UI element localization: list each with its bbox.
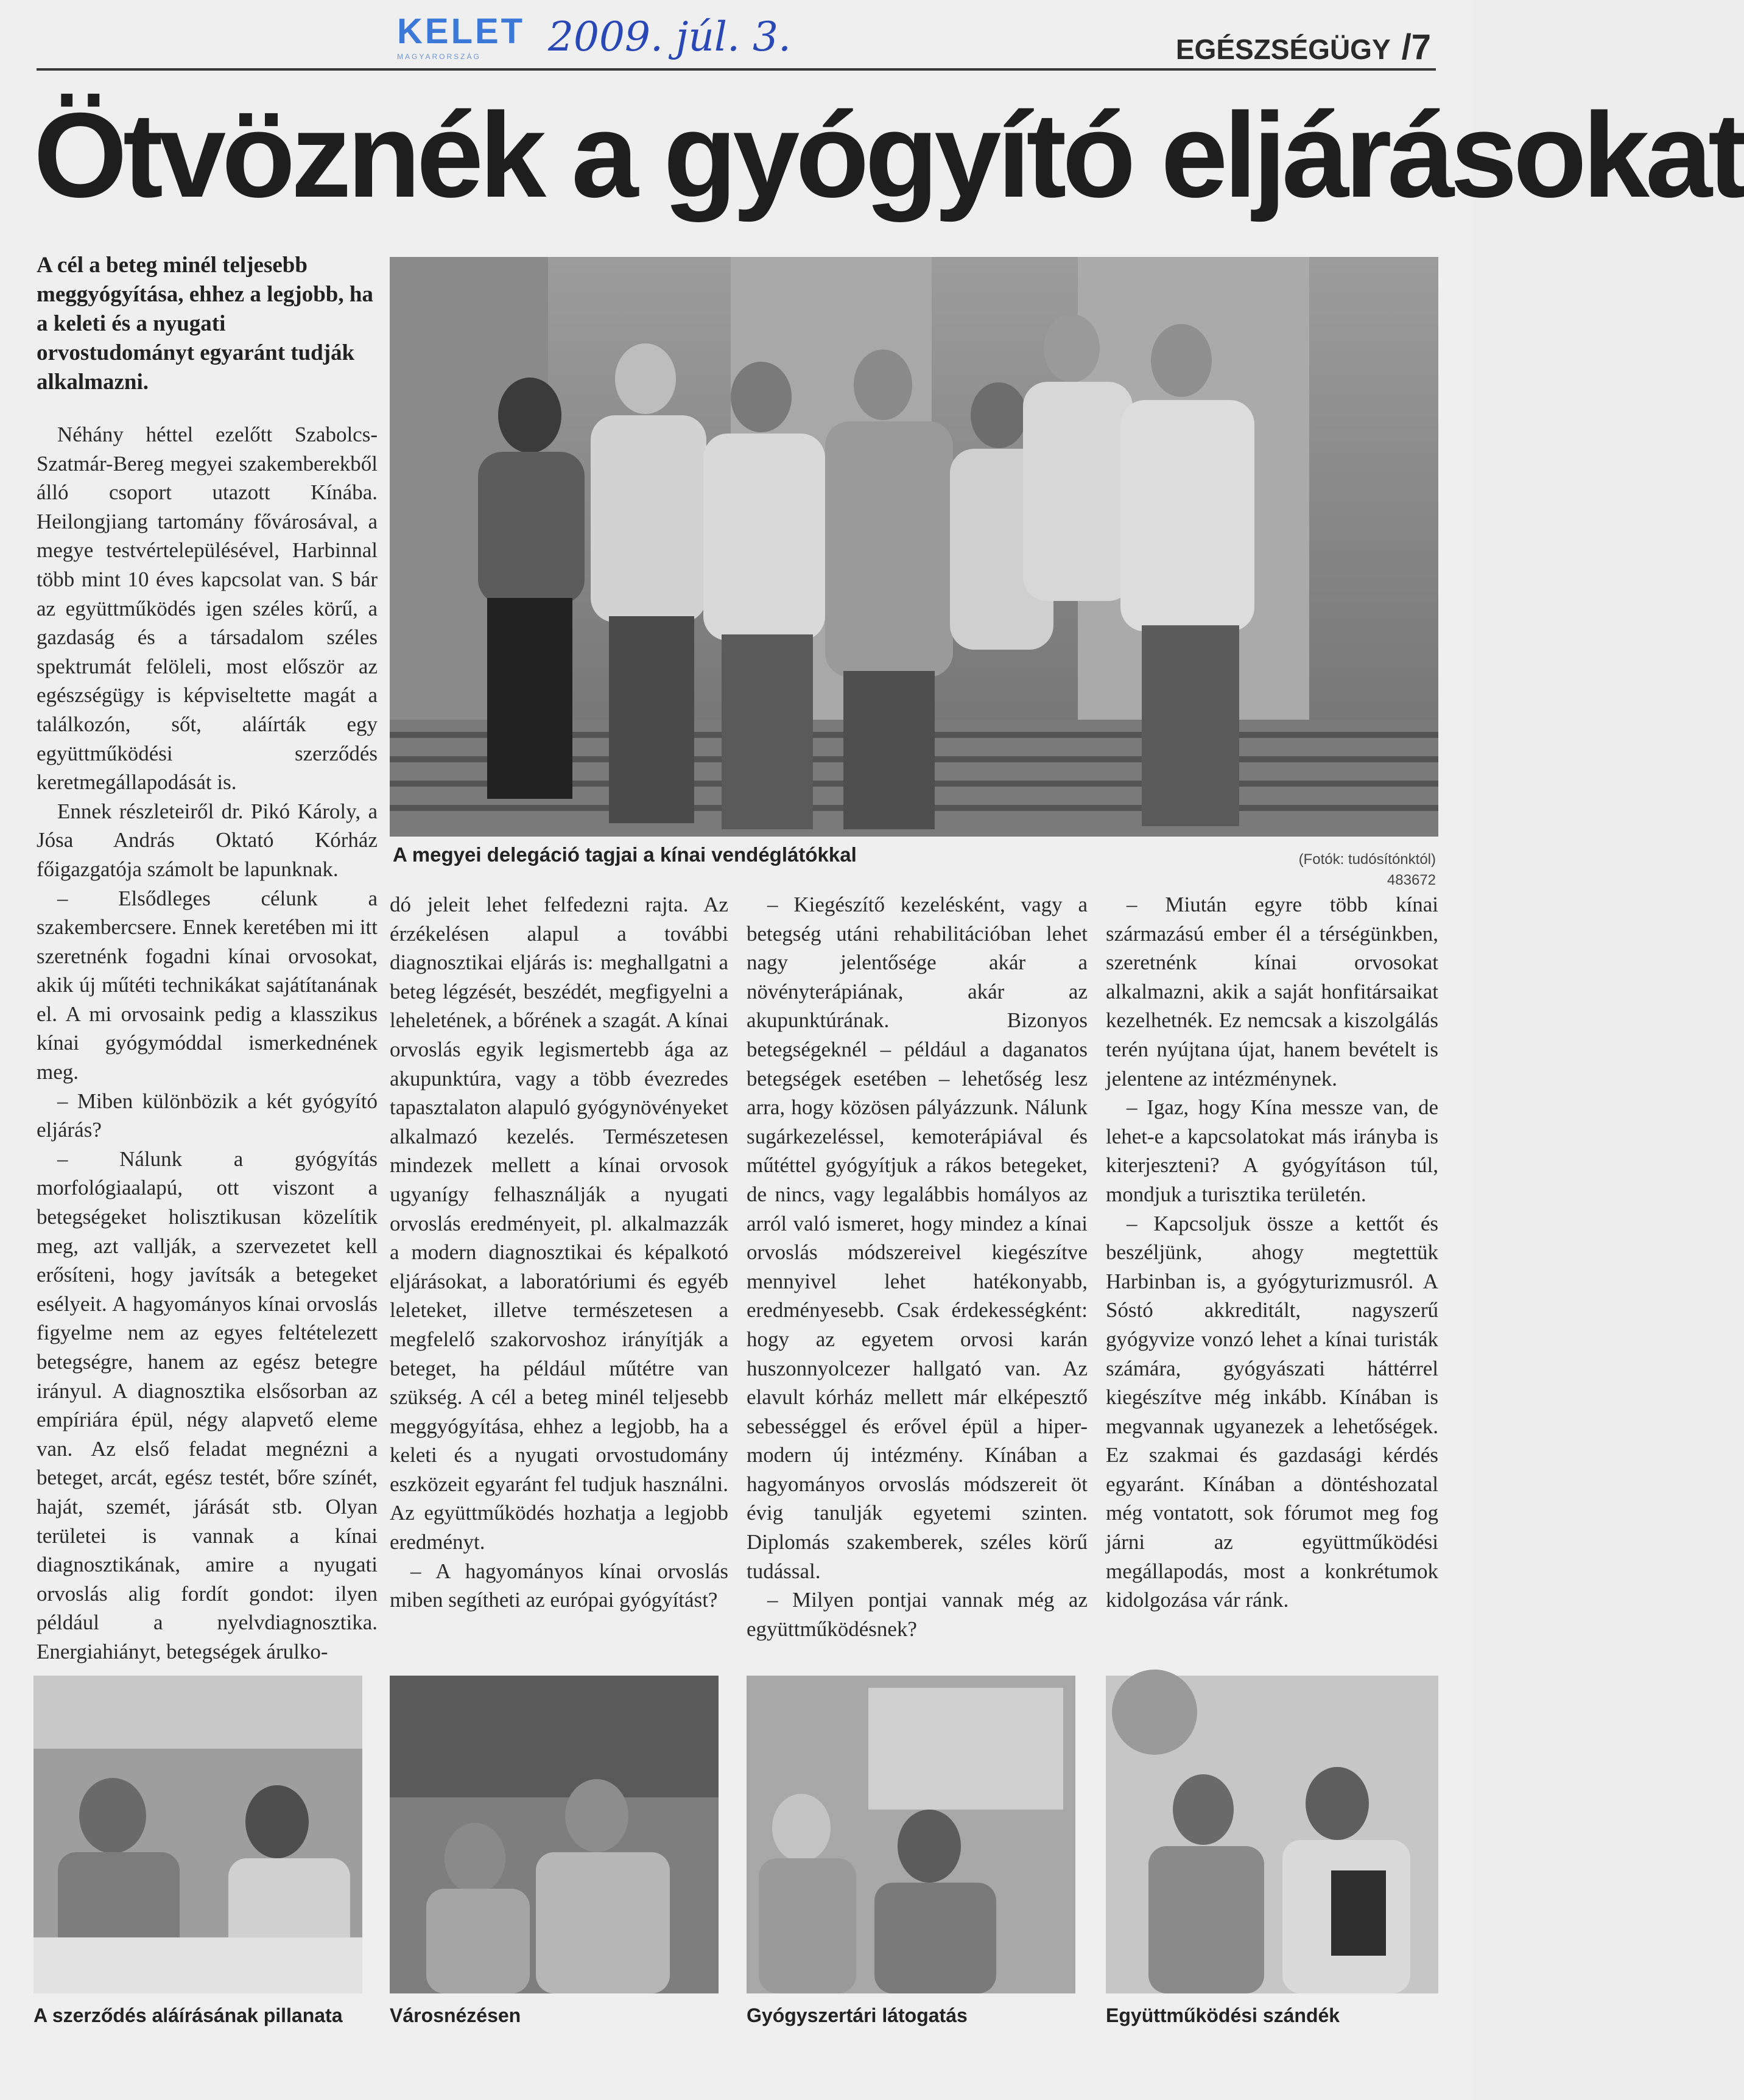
signing-photo-image	[33, 1676, 362, 1993]
article-lead: A cél a beteg minél teljesebb meggyógyítása, ehhez a legjobb, ha a keleti és a nyugati orvostudományt egyaránt tudják alkalmazni.	[37, 253, 373, 395]
paragraph: – Miután egyre több kínai származású ember él a térségünkben, szeretnénk kínai orvosokat alkalmazni, akik a saját honfitársaikat kezelhetnék. Ez nemcsak a kiszolgálás terén nyújtana újat, hanem bevételt is jelentene az intézménynek.	[1106, 893, 1438, 1090]
thumb-photo-cooperation	[1106, 1676, 1438, 1993]
paragraph: – Igaz, hogy Kína messze van, de lehet-e a kapcsolatokat más irányba is kiterjeszteni? A gyógyításon túl, mondjuk a turisztika területén.	[1106, 1095, 1438, 1206]
page-number: /7	[1401, 27, 1431, 67]
thumb-caption-sightseeing: Városnézésen	[390, 2004, 521, 2026]
thumb-caption-signing: A szerződés aláírásának pillanata	[33, 2004, 343, 2026]
newspaper-logo-subtitle: MAGYARORSZÁG	[397, 52, 481, 61]
paragraph: – Kiegészítő kezelésként, vagy a betegség utáni rehabilitációban lehet nagy jelentősége akár a növényterápiának, akár az akupunktúrának. Bizonyos betegségeknél – például a daganatos betegségek esetében – lehetőség lesz arra, hogy közösen pályázzunk. Nálunk sugárkezeléssel, kemoterápiával és műtéttel gyógyítjuk a rákos betegeket, de nincs, vagy legalábbis homályos az arról való ismeret, hogy mindez a kínai orvoslás módszereivel kiegészítve mennyivel lehet hatékonyabb, eredményesebb. Csak érdekességként: hogy az egyetem orvosi karán huszonnyolcezer hallgató van. Az elavult kórház mellett már elképesztő sebességgel és erővel épül a hiper-modern új intézmény. Kínában a hagyományos orvoslás módszereit öt évig tanulják egyetemi szinten. Diplomás szakemberek, széles körű tudással.	[747, 893, 1088, 1583]
article-headline: Ötvöznék a gyógyító eljárásokat	[33, 88, 1744, 222]
thumb-photo-sightseeing	[390, 1676, 719, 1993]
paragraph: Ennek részleteiről dr. Pikó Károly, a Jósa András Oktató Kórház főigazgatója számolt be lapunknak.	[37, 799, 378, 881]
sightseeing-photo-image	[390, 1676, 719, 1993]
thumb-photo-pharmacy	[747, 1676, 1075, 1993]
thumb-caption-pharmacy: Gyógyszertári látogatás	[747, 2004, 968, 2026]
group-photo-image	[390, 257, 1438, 837]
cooperation-photo-image	[1106, 1676, 1438, 1993]
paragraph: – Miben különbözik a két gyógyító eljárás?	[37, 1089, 378, 1142]
paragraph: Néhány héttel ezelőtt Szabolcs-Szatmár-Bereg megyei szakemberekből álló csoport utazott Kínába. Heilongjiang tartomány fővárosával, a megye testvértelepülésével, Harbinnal több mint 10 éves kapcsolat van. S bár az együttműködés igen széles körű, a gazdaság és a társadalom széles spektrumát felöleli, most először az egészségügy is képviseltette magát a találkozón, sőt, aláírták egy együttműködési szerződés keretmegállapodását is.	[37, 423, 378, 795]
thumb-photo-signing	[33, 1676, 362, 1993]
paragraph: – Kapcsoljuk össze a kettőt és beszéljünk, ahogy megtettük Harbinban is, a gyógyturizmusról. A Sóstó akkreditált, nagyszerű gyógyvize vonzó lehet a kínai turisták számára, gyógyászati háttérrel kiegészítve még inkább. Kínában is megvannak ugyanezek a lehetőségek. Ez szakmai és gazdasági kérdés egyaránt. Kínában a döntéshozatal még vontatott, sok fórumot meg fog járni az együttműködési megállapodás, most a konkrétumok kidolgozása vár ránk.	[1106, 1211, 1438, 1612]
article-column-1	[37, 420, 378, 1666]
main-photo-caption: A megyei delegáció tagjai a kínai vendéglátókkal	[393, 843, 857, 866]
header-rule	[37, 68, 1436, 71]
photo-id: 483672	[1387, 872, 1436, 888]
paragraph: – Nálunk a gyógyítás morfológiaalapú, ott viszont a betegségeket holisztikusan közelítik meg, azt vallják, a szervezetet kell erősíteni, hogy javítsák a betegeket esélyeit. A hagyományos kínai orvoslás figyelme nem az egyes feltételezett betegségre, hanem az egész betegre irányul. A diagnosztika elsősorban az empíriára épül, négy alapvető eleme van. Az első feladat megnézni a beteget, arcát, egész testét, bőre színét, haját, szemét, járását stb. Olyan területei is vannak a kínai diagnosztikának, amire a nyugati orvoslás alig fordít gondot: ilyen például a nyelvdiagnosztika. Energiahiányt, betegségek árulko-	[37, 1147, 378, 1663]
article-column-4	[1106, 890, 1438, 1615]
main-photo	[390, 257, 1438, 837]
paragraph: – Elsődleges célunk a szakembercsere. Ennek keretében mi itt szeretnénk fogadni kínai orvosokat, akik új műtéti technikákat sajátítanának el. A mi orvosaink pedig a klasszikus kínai gyógymóddal ismerkednének meg.	[37, 886, 378, 1084]
handwritten-date: 2009. júl. 3.	[548, 13, 791, 60]
article-column-2	[390, 890, 728, 1615]
thumb-caption-cooperation: Együttműködési szándék	[1106, 2004, 1340, 2026]
section-header	[1176, 27, 1431, 68]
pharmacy-photo-image	[747, 1676, 1075, 1993]
paragraph: dó jeleit lehet felfedezni rajta. Az érzékelésen alapul a további diagnosztikai eljárás is: meghallgatni a beteg légzését, beszédét, megfigyelni a leheletének, a bőrének a szagát. A kínai orvoslás egyik legismertebb ága az akupunktúra, vagy a több évezredes tapasztalaton alapuló gyógynövényeket alkalmazó kezelés. Természetesen mindezek mellett a kínai orvosok ugyanígy felhasználják a nyugati orvoslás eredményeit, pl. alkalmazzák a modern diagnosztikai és képalkotó eljárásokat, a laboratóriumi és egyéb leleteket, illetve természetesen a megfelelő szakorvoshoz irányítják a beteget, ha például műtétre van szükség. A cél a beteg minél teljesebb meggyógyítása, ehhez a legjobb, ha a keleti és a nyugati orvostudomány eszközeit egyaránt fel tudjuk használni. Az együttműködés hozhatja a legjobb eredményt.	[390, 893, 728, 1554]
section-title: EGÉSZSÉGÜGY	[1175, 33, 1391, 65]
newspaper-logo: KELET	[397, 12, 526, 51]
photo-credit: (Fotók: tudósítónktól)	[1298, 851, 1436, 868]
paragraph: – Milyen pontjai vannak még az együttműködésnek?	[747, 1588, 1088, 1641]
paragraph: – A hagyományos kínai orvoslás miben segítheti az európai gyógyítást?	[390, 1559, 728, 1612]
article-column-3	[747, 890, 1088, 1643]
